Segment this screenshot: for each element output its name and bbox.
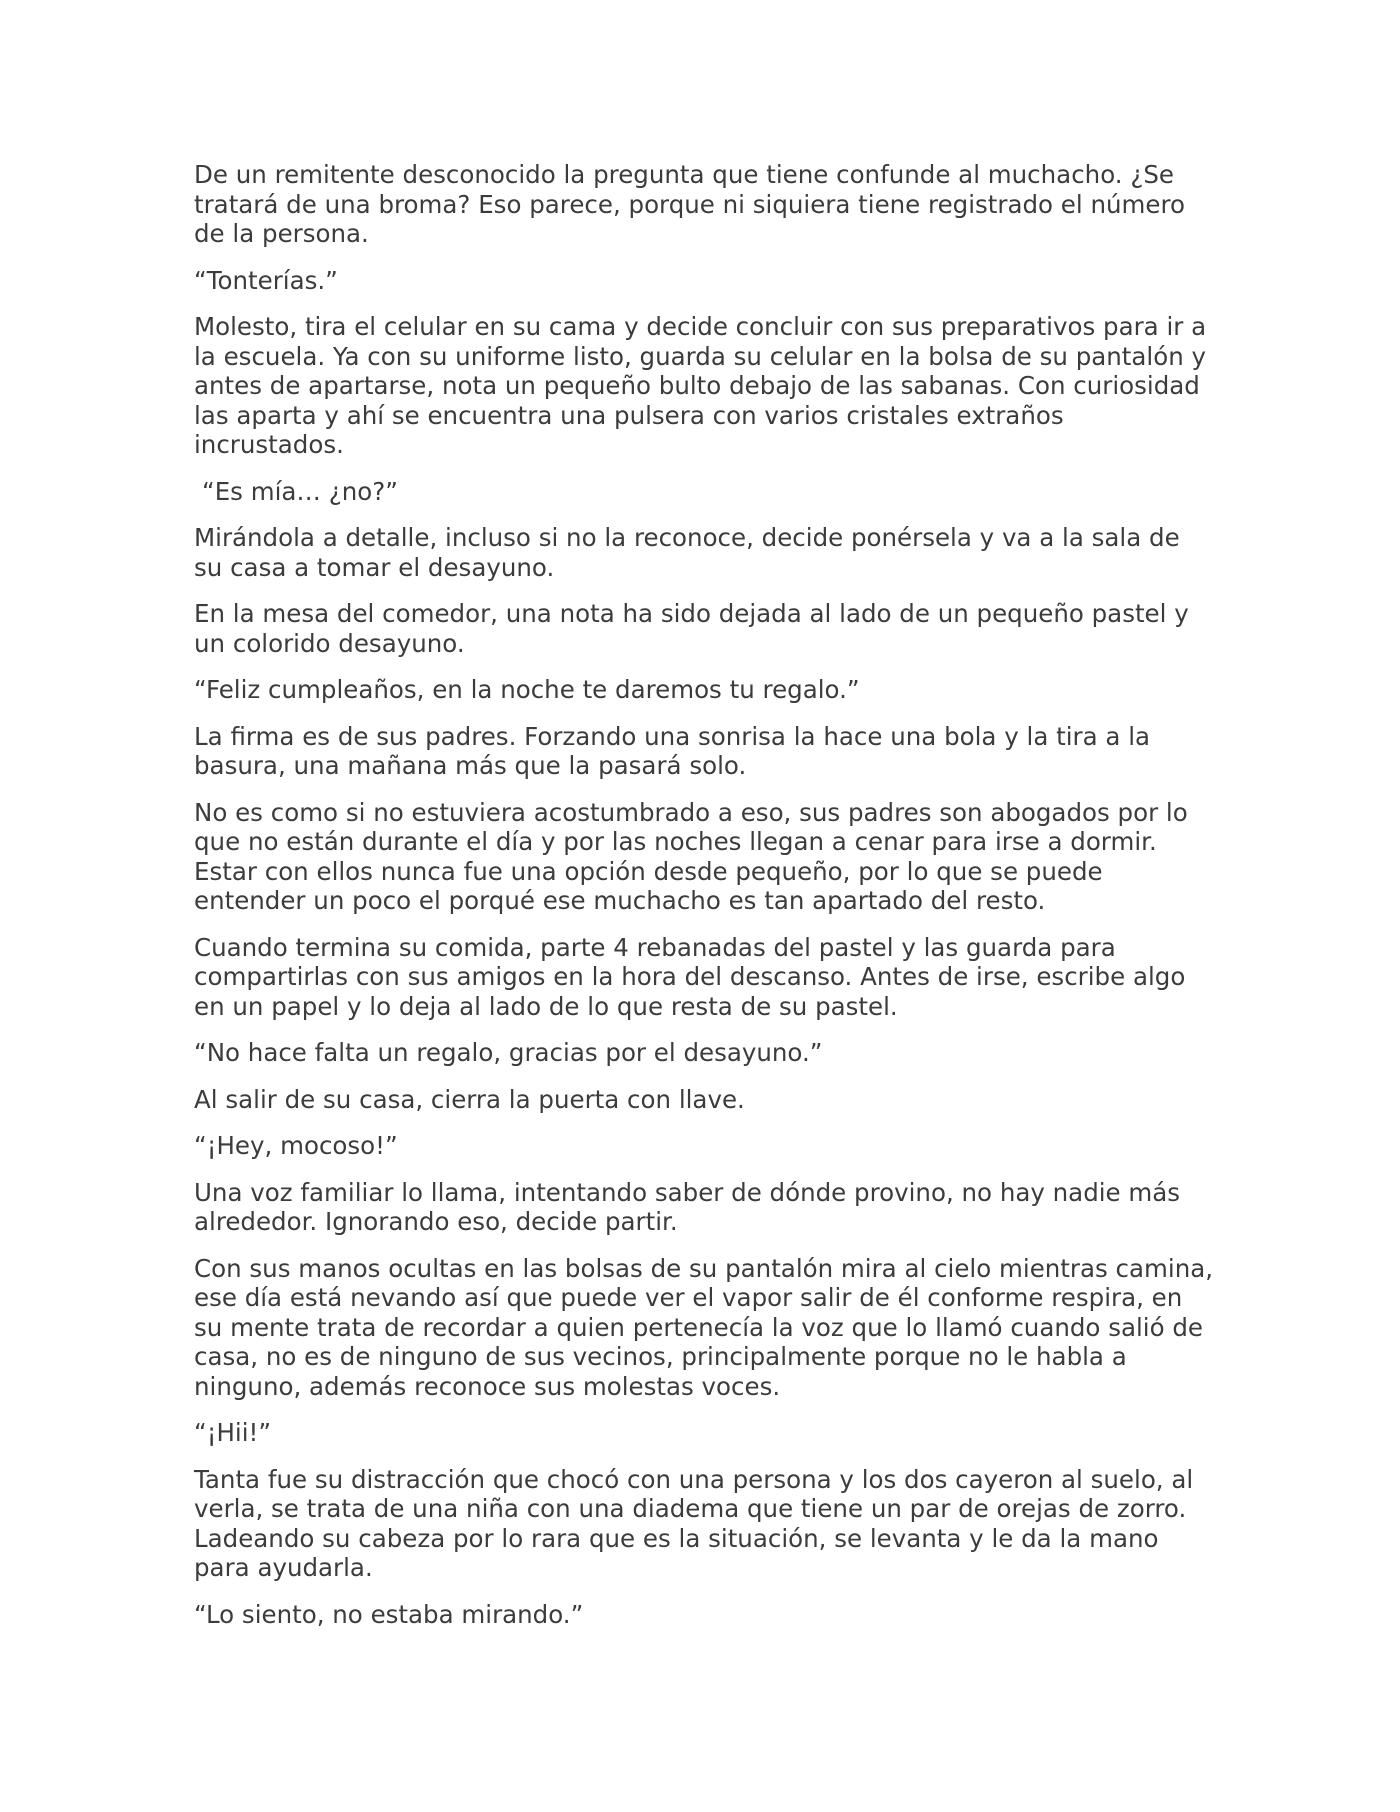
- paragraph: Una voz familiar lo llama, intentando saber de dónde provino, no hay nadie más alrededor. Ignorando eso, decide partir.: [194, 1177, 1181, 1236]
- dialogue-line: “¡Hii!”: [194, 1418, 272, 1447]
- paragraph: Con sus manos ocultas en las bolsas de su pantalón mira al cielo mientras camina, ese día está nevando así que puede ver el vapor salir de él conforme respira, en su mente trata de recordar a quien pertenecía la voz que lo llamó cuando salió de casa, no es de ninguno de sus vecinos, principalmente porque no le habla a ninguno, además reconoce sus molestas voces.: [194, 1253, 1214, 1401]
- dialogue-line: “¡Hey, mocoso!”: [194, 1131, 398, 1160]
- paragraph: En la mesa del comedor, una nota ha sido dejada al lado de un pequeño pastel y un colorido desayuno.: [194, 599, 1189, 658]
- dialogue-line: “No hace falta un regalo, gracias por el desayuno.”: [194, 1038, 823, 1067]
- dialogue-line: “Tonterías.”: [194, 265, 338, 295]
- dialogue-line: “Es mía… ¿no?”: [202, 476, 398, 506]
- dialogue-line: “Feliz cumpleaños, en la noche te daremos tu regalo.”: [194, 675, 860, 704]
- dialogue-line: “Lo siento, no estaba mirando.”: [194, 1599, 584, 1629]
- paragraph: La firma es de sus padres. Forzando una sonrisa la hace una bola y la tira a la basura, una mañana más que la pasará solo.: [194, 721, 1151, 780]
- paragraph: Tanta fue su distracción que chocó con una persona y los dos cayeron al suelo, al verla, se trata de una niña con una diadema que tiene un par de orejas de zorro. Ladeando su cabeza por lo rara que es la situación, se levanta y le da la mano para ayudarla.: [194, 1464, 1194, 1582]
- paragraph: No es como si no estuviera acostumbrado a eso, sus padres son abogados por lo que no están durante el día y por las noches llegan a cenar para irse a dormir. Estar con ellos nunca fue una opción desde pequeño, por lo que se puede entender un poco el porqué ese muchacho es tan apartado del resto.: [194, 797, 1188, 915]
- paragraph: Cuando termina su comida, parte 4 rebanadas del pastel y las guarda para compartirlas con sus amigos en la hora del descanso. Antes de irse, escribe algo en un papel y lo deja al lado de lo que resta de su pastel.: [194, 932, 1186, 1021]
- paragraph: De un remitente desconocido la pregunta que tiene confunde al muchacho. ¿Se tratará de una broma? Eso parece, porque ni siquiera tiene registrado el número de la persona.: [194, 160, 1185, 248]
- paragraph: Molesto, tira el celular en su cama y decide concluir con sus preparativos para ir a la escuela. Ya con su uniforme listo, guarda su celular en la bolsa de su pantalón y antes de apartarse, nota un pequeño bulto debajo de las sabanas. Con curiosidad las aparta y ahí se encuentra una pulsera con varios cristales extraños incrustados.: [194, 312, 1207, 459]
- document-page: [194, 160, 1214, 1646]
- paragraph: Mirándola a detalle, incluso si no la reconoce, decide ponérsela y va a la sala de su casa a tomar el desayuno.: [194, 523, 1180, 582]
- paragraph: Al salir de su casa, cierra la puerta con llave.: [194, 1084, 745, 1114]
